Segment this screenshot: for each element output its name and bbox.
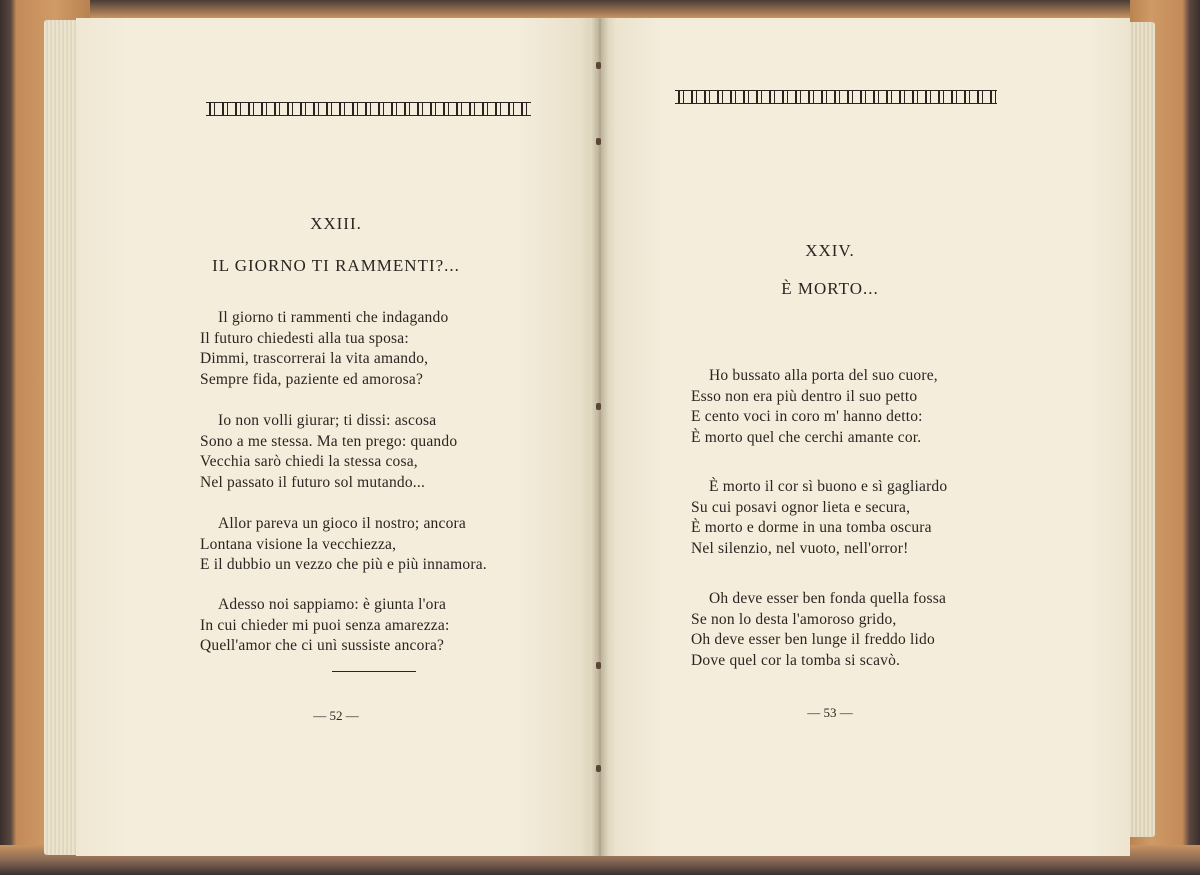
header-ornament xyxy=(675,90,997,104)
verse-line: Nel silenzio, nel vuoto, nell'orror! xyxy=(691,539,909,557)
poem-title: È MORTO... xyxy=(781,279,879,298)
verse-line: Se non lo desta l'amoroso grido, xyxy=(691,610,897,628)
poem-number: XXIV. xyxy=(805,241,855,260)
verse-line: Ho bussato alla porta del suo cuore, xyxy=(709,367,938,384)
verse-line: E il dubbio un vezzo che più e più innamora. xyxy=(200,556,487,573)
verse-line: Oh deve esser ben lunge il freddo lido xyxy=(691,631,935,648)
right-page xyxy=(600,18,1130,856)
verse-line: È morto e dorme in una tomba oscura xyxy=(691,519,932,536)
verse-line: Io non volli giurar; ti dissi: ascosa xyxy=(218,412,437,429)
verse-line: In cui chieder mi puoi senza amarezza: xyxy=(200,616,450,634)
verse-line: Dove quel cor la tomba si scavò. xyxy=(691,651,901,669)
verse-line: Allor pareva un gioco il nostro; ancora xyxy=(218,515,466,532)
verse-line: Il giorno ti rammenti che indagando xyxy=(218,309,449,326)
verse-line: Lontana visione la vecchiezza, xyxy=(200,535,397,553)
verse-line: E cento voci in coro m' hanno detto: xyxy=(691,408,923,425)
verse-line: Oh deve esser ben fonda quella fossa xyxy=(709,590,947,607)
verse-line: È morto il cor sì buono e sì gagliardo xyxy=(709,478,948,495)
verse-line: Sono a me stessa. Ma ten prego: quando xyxy=(200,432,458,450)
stanza xyxy=(200,595,449,657)
verse-line: Sempre fida, paziente ed amorosa? xyxy=(200,370,424,388)
end-rule xyxy=(332,671,416,672)
page-number: — 53 — xyxy=(807,705,853,720)
verse-line: Quell'amor che ci unì sussiste ancora? xyxy=(200,637,445,654)
verse-line: Dimmi, trascorrerai la vita amando, xyxy=(200,350,429,367)
binding-stitch xyxy=(596,662,601,669)
stanza xyxy=(200,411,457,493)
verse-line: Adesso noi sappiamo: è giunta l'ora xyxy=(218,596,447,613)
poem-number: XXIII. xyxy=(310,214,362,233)
verse-line: È morto quel che cerchi amante cor. xyxy=(691,428,922,446)
stanza xyxy=(691,477,947,559)
stanza xyxy=(691,366,938,448)
verse-line: Nel passato il futuro sol mutando... xyxy=(200,473,426,491)
verse-line: Su cui posavi ognor lieta e secura, xyxy=(691,498,911,516)
verse-line: Esso non era più dentro il suo petto xyxy=(691,387,918,405)
stanza xyxy=(200,514,487,576)
page-number: — 52 — xyxy=(313,708,359,723)
poem-title: IL GIORNO TI RAMMENTI?... xyxy=(212,256,460,275)
binding-stitch xyxy=(596,62,601,69)
verse-line: Vecchia sarò chiedi la stessa cosa, xyxy=(200,453,418,470)
left-page xyxy=(76,18,596,856)
stanza xyxy=(691,589,946,671)
header-ornament xyxy=(206,102,531,116)
binding-stitch xyxy=(596,403,601,410)
stanza xyxy=(200,308,448,390)
binding-stitch xyxy=(596,138,601,145)
binding-stitch xyxy=(596,765,601,772)
verse-line: Il futuro chiedesti alla tua sposa: xyxy=(200,329,409,347)
